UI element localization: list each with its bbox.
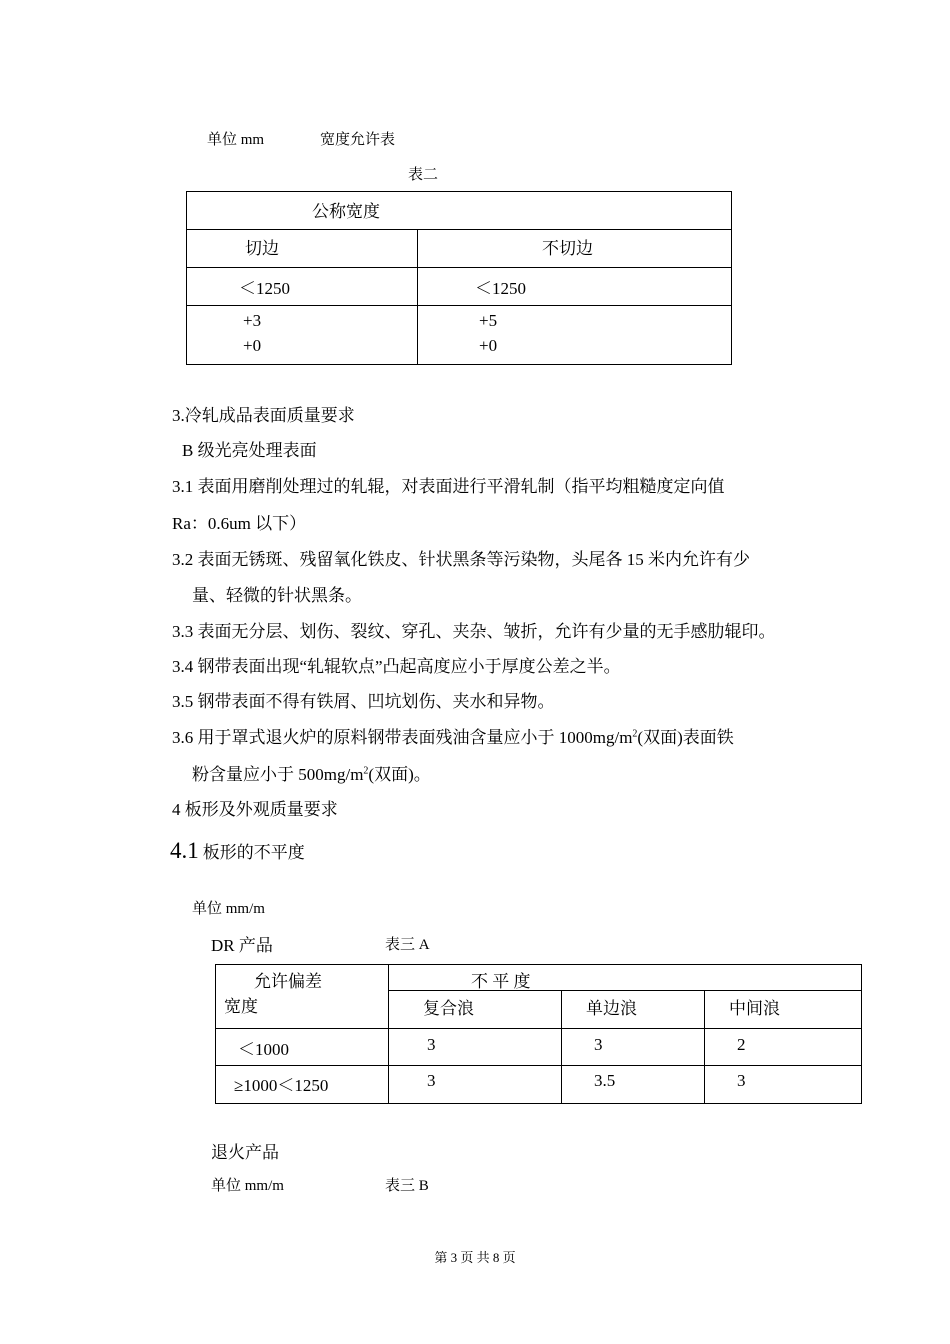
tableA-corner-top: 允许偏差 — [254, 972, 322, 991]
width-tolerance-table — [186, 191, 732, 365]
tableA-flatness-cell — [389, 965, 862, 991]
para-3-6-line1-b: (双面)表面铁 — [637, 728, 734, 747]
tableA-product: DR 产品 — [211, 936, 273, 955]
tableB-product: 退火产品 — [211, 1143, 279, 1162]
para-3-5: 3.5 钢带表面不得有铁屑、凹坑划伤、夹水和异物。 — [172, 692, 555, 711]
tableA-r1-c1: 3 — [427, 1035, 436, 1054]
table2-r1c1: ＜1250 — [239, 279, 290, 298]
tableB-label: 表三 B — [385, 1178, 429, 1194]
tableA-r1-c2: 3 — [594, 1035, 603, 1054]
tableA-r2-c3: 3 — [737, 1071, 746, 1090]
table-row — [418, 268, 732, 306]
tableA-r2-c2: 3.5 — [594, 1071, 616, 1090]
table2-col-trimmed: 切边 — [245, 239, 279, 258]
tableA-r2-c1-cell — [389, 1066, 562, 1104]
para-3-6-line1-a: 3.6 用于罩式退火炉的原料钢带表面残油含量应小于 1000mg/m — [172, 728, 633, 747]
para-3-6-line2 — [192, 760, 431, 785]
table2-r1c2: ＜1250 — [475, 279, 526, 298]
tableA-corner-cell — [216, 965, 389, 1029]
tableA-r2-width: ≥1000＜1250 — [234, 1076, 329, 1095]
table2-label: 表二 — [408, 167, 439, 183]
table2-header-cell — [187, 192, 732, 230]
tableA-col-edge: 单边浪 — [586, 999, 637, 1018]
section4-1-title: 板形的不平度 — [202, 843, 305, 862]
table-row — [216, 1066, 862, 1104]
superscript: 2 — [363, 765, 369, 777]
tableA-r1-width: ＜1000 — [238, 1040, 289, 1059]
table-row — [187, 306, 418, 365]
tableA-r1-c2-cell — [562, 1029, 705, 1066]
table-row — [418, 306, 732, 365]
table2-col2-cell — [418, 230, 732, 268]
table2-r2c1-b: +0 — [243, 336, 262, 355]
section4-unit: 单位 mm/m — [192, 901, 265, 917]
tableA-r1-c3-cell — [705, 1029, 862, 1066]
para-3-2-line1: 3.2 表面无锈斑、残留氧化铁皮、针状黑条等污染物，头尾各 15 米内允许有少 — [172, 550, 750, 569]
para-3-4: 3.4 钢带表面出现“轧辊软点”凸起高度应小于厚度公差之半。 — [172, 657, 621, 676]
tableA-label: 表三 A — [385, 937, 430, 953]
tableA-corner-bottom: 宽度 — [224, 997, 258, 1016]
tableA-r2-c1: 3 — [427, 1071, 436, 1090]
tableA-col-edge-cell — [562, 991, 705, 1029]
tableA-flatness-header: 不 平 度 — [471, 972, 531, 991]
table2-header: 公称宽度 — [312, 202, 380, 221]
table2-unit: 单位 mm — [207, 132, 265, 148]
superscript: 2 — [632, 728, 638, 740]
table2-r2c2-b: +0 — [479, 336, 498, 355]
table2-col-untrimmed: 不切边 — [542, 239, 593, 258]
tableA-col-compound-cell — [389, 991, 562, 1029]
para-3-6-line2-b: (双面)。 — [368, 765, 431, 784]
tableA-r2-c2-cell — [562, 1066, 705, 1104]
para-3-6-line1 — [172, 723, 734, 748]
table2-title: 宽度允许表 — [320, 132, 396, 148]
flatness-table-a — [215, 964, 862, 1104]
para-3-1-line2: Ra：0.6um 以下） — [172, 514, 307, 533]
tableA-r1-c1-cell — [389, 1029, 562, 1066]
para-3-6-line2-a: 粉含量应小于 500mg/m — [192, 765, 364, 784]
section3-subheading: B 级光亮处理表面 — [182, 441, 317, 460]
para-3-1-line1: 3.1 表面用磨削处理过的轧辊，对表面进行平滑轧制（指平均粗糙度定向值 — [172, 477, 725, 496]
para-3-2-line2: 量、轻微的针状黑条。 — [192, 586, 362, 605]
tableA-r2-width-cell — [216, 1066, 389, 1104]
table2-col1-cell — [187, 230, 418, 268]
tableA-col-center: 中间浪 — [729, 999, 780, 1018]
table-row — [187, 268, 418, 306]
section3-heading: 3.冷轧成品表面质量要求 — [172, 406, 355, 425]
section4-1-number: 4.1 — [170, 838, 199, 863]
tableA-r1-c3: 2 — [737, 1035, 746, 1054]
tableA-col-center-cell — [705, 991, 862, 1029]
section4-heading: 4 板形及外观质量要求 — [172, 800, 338, 819]
section4-1-heading — [170, 838, 305, 864]
tableA-r1-width-cell — [216, 1029, 389, 1066]
table2-r2c1-a: +3 — [243, 311, 262, 330]
table2-r2c2-a: +5 — [479, 311, 498, 330]
para-3-3: 3.3 表面无分层、划伤、裂纹、穿孔、夹杂、皱折，允许有少量的无手感肋辊印。 — [172, 622, 776, 641]
page-footer: 第 3 页 共 8 页 — [434, 1250, 516, 1265]
tableA-r2-c3-cell — [705, 1066, 862, 1104]
table-row — [216, 1029, 862, 1066]
tableA-col-compound: 复合浪 — [423, 999, 474, 1018]
tableB-unit: 单位 mm/m — [211, 1178, 284, 1194]
